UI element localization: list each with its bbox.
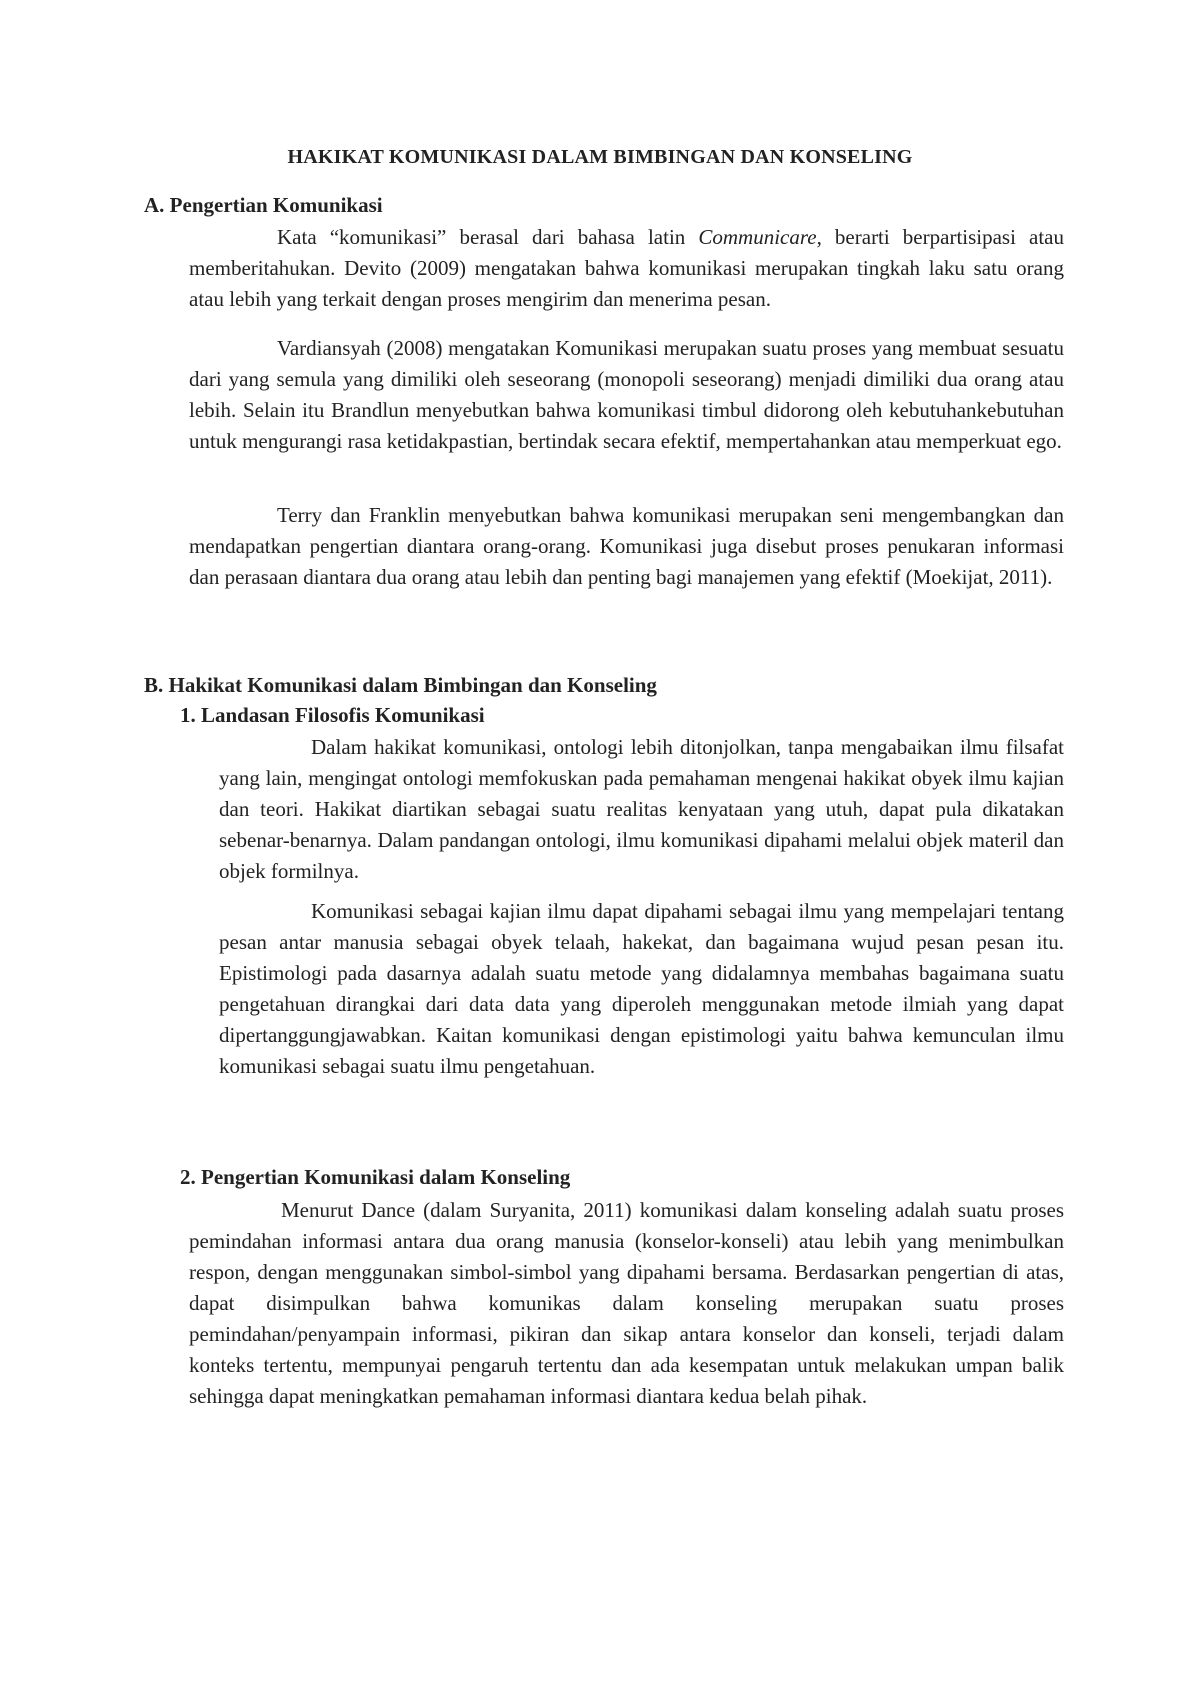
document-title: HAKIKAT KOMUNIKASI DALAM BIMBINGAN DAN KONSELING: [287, 146, 913, 168]
section-a-paragraph-3: Terry dan Franklin menyebutkan bahwa komunikasi merupakan seni mengembangkan dan mendapatkan pengertian diantara orang-orang. Komunikasi juga disebut proses penukaran informasi dan perasaan diantara dua orang atau lebih dan penting bagi manajemen yang efektif (Moekijat, 2011).: [189, 503, 1064, 589]
section-a-paragraph-1-italic-term: Communicare: [698, 225, 817, 249]
subsection-2-heading: 2. Pengertian Komunikasi dalam Konseling: [180, 1165, 571, 1189]
section-a-paragraph-1: [189, 222, 1064, 315]
subsection-1-paragraph-1: Dalam hakikat komunikasi, ontologi lebih ditonjolkan, tanpa mengabaikan ilmu filsafat yang lain, mengingat ontologi memfokuskan pada pemahaman mengenai hakikat obyek ilmu kajian dan teori. Hakikat diartikan sebagai suatu realitas kenyataan yang utuh, dapat pula dikatakan sebenar-benarnya. Dalam pandangan ontologi, ilmu komunikasi dipahami melalui objek materil dan objek formilnya.: [219, 735, 1064, 883]
subsection-2-paragraph-1: Menurut Dance (dalam Suryanita, 2011) komunikasi dalam konseling adalah suatu proses pemindahan informasi antara dua orang manusia (konselor-konseli) atau lebih yang menimbulkan respon, dengan menggunakan simbol-simbol yang dipahami bersama. Berdasarkan pengertian di atas, dapat disimpulkan bahwa komunikas dalam konseling merupakan suatu proses pemindahan/penyampain informasi, pikiran dan sikap antara konselor dan konseli, terjadi dalam konteks tertentu, mempunyai pengaruh tertentu dan ada kesempatan untuk melakukan umpan balik sehingga dapat meningkatkan pemahaman informasi diantara kedua belah pihak.: [189, 1198, 1064, 1408]
section-a-paragraph-2: Vardiansyah (2008) mengatakan Komunikasi merupakan suatu proses yang membuat sesuatu dari yang semula yang dimiliki oleh seseorang (monopoli seseorang) menjadi dimiliki dua orang atau lebih. Selain itu Brandlun menyebutkan bahwa komunikasi timbul didorong oleh kebutuhankebutuhan untuk mengurangi rasa ketidakpastian, bertindak secara efektif, mempertahankan atau memperkuat ego.: [189, 336, 1064, 453]
section-a-paragraph-1-text-start: Kata “komunikasi” berasal dari bahasa latin: [277, 225, 699, 249]
section-b-heading: B. Hakikat Komunikasi dalam Bimbingan dan Konseling: [144, 673, 657, 697]
subsection-1-heading: 1. Landasan Filosofis Komunikasi: [180, 703, 485, 727]
section-a-paragraph-1-text-end: , berarti berpartisipasi atau memberitahukan. Devito (2009) mengatakan bahwa komunikasi merupakan tingkah laku satu orang atau lebih yang terkait dengan proses mengirim dan menerima pesan.: [189, 225, 1065, 311]
section-a-heading: A. Pengertian Komunikasi: [144, 193, 383, 217]
subsection-1-paragraph-2: Komunikasi sebagai kajian ilmu dapat dipahami sebagai ilmu yang mempelajari tentang pesan antar manusia sebagai obyek telaah, hakekat, dan bagaimana wujud pesan pesan itu. Epistimologi pada dasarnya adalah suatu metode yang didalamnya membahas bagaimana suatu pengetahuan dirangkai dari data data yang diperoleh menggunakan metode ilmiah yang dapat dipertanggungjawabkan. Kaitan komunikasi dengan epistimologi yaitu bahwa kemunculan ilmu komunikasi sebagai suatu ilmu pengetahuan.: [219, 899, 1064, 1078]
